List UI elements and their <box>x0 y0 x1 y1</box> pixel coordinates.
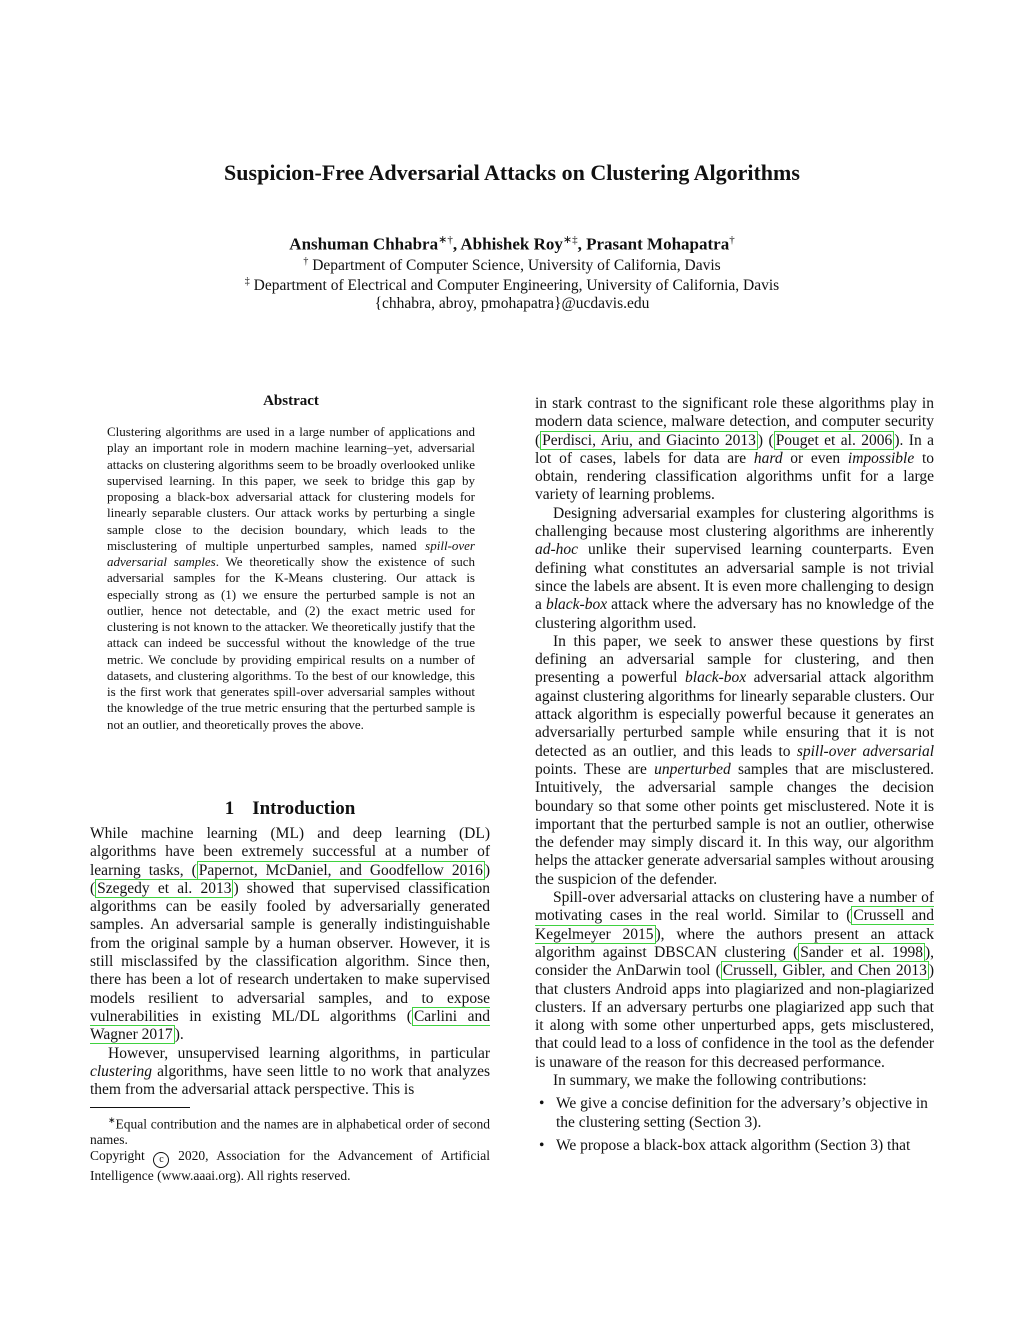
text-span: or even <box>782 449 848 467</box>
text-span: ). In a lot of cases, labels for data are <box>535 431 935 467</box>
citation-link[interactable]: Crussell and Kegelmeyer 2015 <box>535 907 935 943</box>
text-span: ), where the authors present an attack algorithm against DBSCAN clustering ( <box>535 925 934 961</box>
text-span: Designing adversarial examples for clustering algorithms is challenging because most clustering algorithms are inherently <box>535 504 934 541</box>
section-heading <box>90 798 490 820</box>
emphasis: spill-over adversarial <box>796 742 934 760</box>
text-span: samples that are misclustered. Intuitively, the adversarial sample changes the decision boundary so that some other points get misclustered. Note it is important that the perturbed sample is not an outlier, otherwise the defender may simply discard it. In this way, our algorithm helps the attacker generate adversarial samples without arousing the suspicion of the defender. <box>535 760 934 888</box>
abstract-text: Clustering algorithms are used in a large number of applications and play an important role in modern machine learning–yet, adversarial attacks on clustering algorithms seem to be broadly overlooked unlike supervised learning. In this paper, we seek to bridge this gap by proposing a black-box adversarial attack for clustering models for linearly separable clusters. Our attack works by perturbing a single sample close to the decision boundary, which leads to the misclustering of multiple unperturbed samples, named <box>107 424 475 553</box>
affiliation-1 <box>0 256 1024 275</box>
citation-link[interactable]: Szegedy et al. 2013 <box>97 879 232 897</box>
affiliation-text: Department of Electrical and Computer Engineering, University of California, Davis <box>253 277 780 295</box>
footnote-mark: ∗ <box>108 1115 116 1125</box>
text-span: algorithms, have seen little to no work that analyzes them from the adversarial attack perspective. This is <box>90 1062 490 1099</box>
text-span: Equal contribution and the names are in alphabetical order of second names. <box>90 1116 490 1148</box>
author-mark: † <box>729 234 735 246</box>
contributions-list <box>535 1095 934 1155</box>
footnote <box>90 1113 490 1184</box>
paragraph <box>90 1045 490 1100</box>
text-span: However, unsupervised learning algorithms, in particular <box>108 1044 490 1062</box>
right-column <box>535 395 934 1155</box>
text-span: Copyright <box>90 1148 154 1164</box>
emphasis: ad-hoc <box>535 541 579 559</box>
citation-link[interactable]: Papernot, McDaniel, and Goodfellow 2016 <box>198 861 483 879</box>
bullet-icon: • <box>539 1136 545 1154</box>
text-span: While machine learning (ML) and deep learning (DL) algorithms have been extremely successful at a number of learning tasks, ( <box>90 825 490 879</box>
section-title: Introduction <box>252 798 356 819</box>
list-item-text: We propose a black-box attack algorithm (Section 3) that <box>556 1136 911 1154</box>
text-span: In this paper, we seek to answer these questions by first defining an adversarial sample for clustering, and then presenting a powerful <box>535 632 934 687</box>
intro-body <box>90 825 490 1099</box>
emphasis: hard <box>753 449 783 467</box>
list-item-text: We give a concise definition for the adversary’s objective in the clustering setting (Section 3). <box>556 1095 928 1131</box>
citation-link[interactable]: Carlini and Wagner 2017 <box>90 1007 490 1044</box>
affiliation-mark: † <box>303 256 309 267</box>
author-list: Anshuman Chhabra∗†, Abhishek Roy∗‡, Prasant Mohapatra† <box>289 234 735 254</box>
citation-link[interactable]: Crussell, Gibler, and Chen 2013 <box>722 962 927 980</box>
list-item <box>535 1137 934 1155</box>
paragraph <box>535 505 934 633</box>
text-span: ) showed that supervised classification algorithms can be easily fooled by adversarially generated samples. An adversarial sample is generally indistinguishable from the original sample by a human observer. However, it is still misclassifed by the classification algorithm. Since then, there has been a lot of research undertaken to make supervised models resilient to adversarial samples, and to expose vulnerabilities in existing ML/DL algorithms ( <box>90 879 491 1025</box>
paragraph <box>535 889 934 1072</box>
text-span: Spill-over adversarial attacks on clustering have a number of motivating cases in the real world. Similar to ( <box>535 889 934 925</box>
author-emails: {chhabra, abroy, pmohapatra}@ucdavis.edu <box>374 295 650 312</box>
text-span: adversarial attack algorithm against clustering algorithms for linearly separable clusters. Our attack algorithm is especially powerful because it generates an adversarially perturbed sample while ensuring that it is not detected as an outlier, and this leads to <box>535 669 934 760</box>
affiliation-2 <box>0 276 1024 295</box>
abstract-body <box>107 424 475 733</box>
author-name: Prasant Mohapatra <box>586 234 730 254</box>
text-span: ) ( <box>757 431 774 449</box>
emphasis: unperturbed <box>654 760 731 778</box>
citation-link[interactable]: Sander et al. 1998 <box>800 943 923 961</box>
citation-link[interactable]: Pouget et al. 2006 <box>775 431 893 449</box>
abstract-heading: Abstract <box>263 393 319 409</box>
paragraph <box>90 825 490 1045</box>
footnote-rule <box>90 1107 190 1108</box>
text-span: points. These are <box>535 760 655 778</box>
text-span: to obtain, rendering classification algorithms unfit for a large variety of learning problems. <box>535 449 934 504</box>
author-mark: ∗† <box>438 234 453 246</box>
text-span: 2020, Association for the Advancement of Artificial Intelligence (www.aaai.org). All rights reserved. <box>90 1148 490 1184</box>
bullet-icon: • <box>539 1095 545 1113</box>
emphasis: impossible <box>847 449 915 467</box>
paragraph <box>535 633 934 889</box>
abstract-text: . We theoretically show the existence of such adversarial samples for the K-Means clustering. Our attack is especially strong as (1) we ensure the perturbed sample is not an outlier, hence not detectable, and (2) the exact metric used for clustering is not known to the attacker. We theoretically justify that the attack can indeed be successful without the knowledge of the true metric. We conclude by providing empirical results on a number of datasets, and clustering algorithms. To the best of our knowledge, this is the first work that generates spill-over adversarial samples without the knowledge of the true metric ensuring that the perturbed sample is not an outlier, and theoretically proves the above. <box>107 554 475 732</box>
emphasis: black-box <box>545 596 608 614</box>
emphasis: clustering <box>90 1062 152 1080</box>
paragraph: In summary, we make the following contributions: <box>553 1071 867 1089</box>
author-name: Anshuman Chhabra <box>289 234 439 254</box>
affiliation-text: Department of Computer Science, University of California, Davis <box>312 257 721 275</box>
text-span: ). <box>174 1026 184 1044</box>
copyright-notice <box>90 1148 490 1184</box>
paper-title: Suspicion-Free Adversarial Attacks on Clustering Algorithms <box>224 160 800 185</box>
text-span: unlike their supervised learning counterparts. Even defining what constitutes an adversarial sample is not trivial since the labels are absent. It is even more challenging to design a <box>535 541 934 614</box>
text-span: ) ( <box>90 861 491 897</box>
copyright-icon: c <box>153 1152 169 1168</box>
text-span: ), consider the AnDarwin tool ( <box>535 943 934 980</box>
paragraph <box>535 395 934 505</box>
section-number: 1 <box>224 798 235 819</box>
author-name: Abhishek Roy <box>460 234 563 254</box>
text-span: ) that clusters Android apps into plagiarized and non-plagiarized clusters. If an adversary perturbs one plagiarized app such that it along with some other unperturbed apps, gets misclustered, that could lead to a loss of confidence in the tool as the defender is unaware of the reason for this decreased performance. <box>535 962 934 1071</box>
footnote-text <box>90 1113 490 1148</box>
text-span: attack where the adversary has no knowledge of the clustering algorithm used. <box>535 596 934 632</box>
citation-link[interactable]: Perdisci, Ariu, and Giacinto 2013 <box>542 431 756 449</box>
abstract-emphasis: spill-over adversarial samples <box>107 537 475 569</box>
author-mark: ∗‡ <box>562 234 578 246</box>
emphasis: black-box <box>685 669 747 687</box>
text-span: in stark contrast to the significant role these algorithms play in modern data science, malware detection, and computer security ( <box>535 395 934 449</box>
affiliation-mark: ‡ <box>244 276 250 287</box>
list-item <box>535 1095 934 1132</box>
